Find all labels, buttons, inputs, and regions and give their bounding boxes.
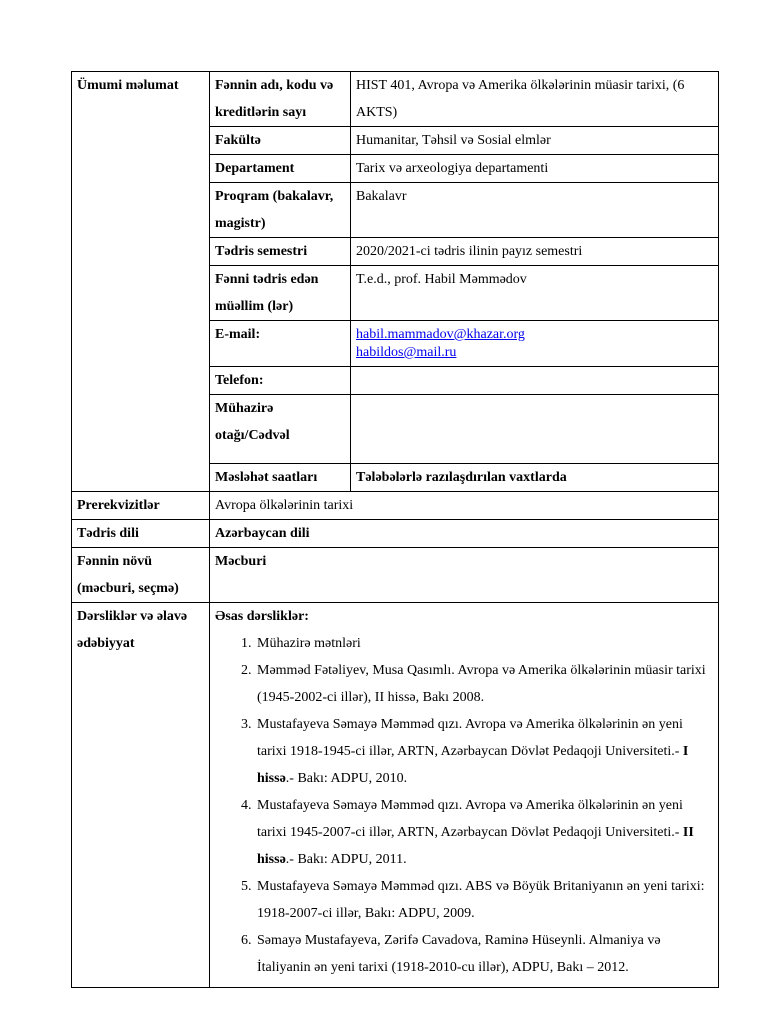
language-label: Tədris dili bbox=[72, 520, 210, 548]
literature-item-text: Mustafayeva Səmayə Məmməd qızı. ABS və Böyük Britaniyanın ən yeni tarixi: 1918-2007-ci illər, Bakı: ADPU, 2009. bbox=[257, 879, 705, 921]
literature-row bbox=[72, 603, 719, 988]
syllabus-table bbox=[71, 71, 719, 988]
literature-item-text-end: .- Bakı: ADPU, 2010. bbox=[285, 771, 408, 786]
literature-list bbox=[215, 630, 713, 981]
literature-item-part: I hissə bbox=[257, 744, 689, 786]
program-value: Bakalavr bbox=[351, 183, 719, 238]
email-label: E-mail: bbox=[210, 321, 351, 367]
room-schedule-value bbox=[351, 395, 719, 464]
email-link-primary[interactable]: habil.mammadov@khazar.org bbox=[356, 327, 525, 342]
language-row bbox=[72, 520, 719, 548]
office-hours-value: Tələbələrlə razılaşdırılan vaxtlarda bbox=[351, 464, 719, 492]
literature-item-text: Səmayə Mustafayeva, Zərifə Cavadova, Raminə Hüseynli. Almaniya və İtaliyanin ən yeni tarixi (1918-2010-cu illər), ADPU, Bakı – 2012. bbox=[257, 933, 661, 975]
course-name-label: Fənnin adı, kodu və kreditlərin sayı bbox=[210, 72, 351, 127]
literature-item-text: Mustafayeva Səmayə Məmməd qızı. Avropa və Amerika ölkələrinin ən yeni tarixi 1945-2007-ci illər, ARTN, Azərbaycan Dövlət Pedaqoji Universiteti.- bbox=[257, 798, 683, 840]
literature-item bbox=[255, 873, 713, 927]
course-type-row bbox=[72, 548, 719, 603]
prerequisites-row bbox=[72, 492, 719, 520]
course-name-value: HIST 401, Avropa və Amerika ölkələrinin müasir tarixi, (6 AKTS) bbox=[351, 72, 719, 127]
literature-item bbox=[255, 792, 713, 873]
faculty-value: Humanitar, Təhsil və Sosial elmlər bbox=[351, 127, 719, 155]
course-name-row bbox=[72, 72, 719, 127]
literature-heading: Əsas dərsliklər: bbox=[215, 609, 309, 624]
phone-value bbox=[351, 367, 719, 395]
literature-label: Dərsliklər və əlavə ədəbiyyat bbox=[72, 603, 210, 988]
general-info-label: Ümumi məlumat bbox=[72, 72, 210, 492]
semester-label: Tədris semestri bbox=[210, 238, 351, 266]
office-hours-label: Məsləhət saatları bbox=[210, 464, 351, 492]
phone-label: Telefon: bbox=[210, 367, 351, 395]
instructor-value: T.e.d., prof. Habil Məmmədov bbox=[351, 266, 719, 321]
literature-item-text: Məmməd Fətəliyev, Musa Qasımlı. Avropa və Amerika ölkələrinin müasir tarixi (1945-2002-ci illər), II hissə, Bakı 2008. bbox=[257, 663, 706, 705]
language-value: Azərbaycan dili bbox=[210, 520, 719, 548]
semester-value: 2020/2021-ci tədris ilinin payız semestri bbox=[351, 238, 719, 266]
email-values bbox=[351, 321, 719, 367]
instructor-label: Fənni tədris edən müəllim (lər) bbox=[210, 266, 351, 321]
department-label: Departament bbox=[210, 155, 351, 183]
program-label: Proqram (bakalavr, magistr) bbox=[210, 183, 351, 238]
email-link-secondary[interactable]: habildos@mail.ru bbox=[356, 345, 457, 360]
literature-item-text-end: .- Bakı: ADPU, 2011. bbox=[285, 852, 407, 867]
faculty-label: Fakültə bbox=[210, 127, 351, 155]
literature-cell bbox=[210, 603, 719, 988]
literature-item-text: Mühazirə mətnləri bbox=[257, 636, 361, 651]
literature-item bbox=[255, 657, 713, 711]
literature-item bbox=[255, 927, 713, 981]
department-value: Tarix və arxeologiya departamenti bbox=[351, 155, 719, 183]
prerequisites-label: Prerekvizitlər bbox=[72, 492, 210, 520]
prerequisites-value: Avropa ölkələrinin tarixi bbox=[210, 492, 719, 520]
room-schedule-label: Mühazirə otağı/Cədvəl bbox=[210, 395, 351, 464]
literature-item bbox=[255, 711, 713, 792]
course-type-value: Məcburi bbox=[210, 548, 719, 603]
course-type-label: Fənnin növü (məcburi, seçmə) bbox=[72, 548, 210, 603]
literature-item-text: Mustafayeva Səmayə Məmməd qızı. Avropa və Amerika ölkələrinin ən yeni tarixi 1918-1945-ci illər, ARTN, Azərbaycan Dövlət Pedaqoji Universiteti.- bbox=[257, 717, 683, 759]
literature-item bbox=[255, 630, 713, 657]
literature-item-part: II hissə bbox=[257, 825, 694, 867]
